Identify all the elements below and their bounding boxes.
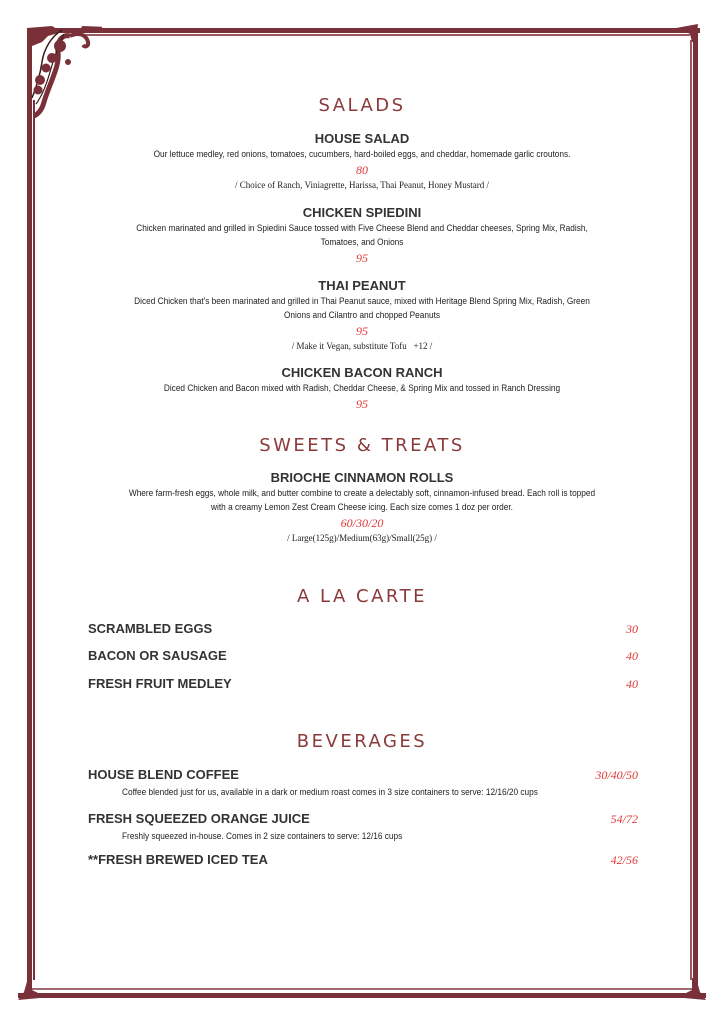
- item-name: CHICKEN BACON RANCH: [281, 365, 443, 380]
- item-description: Our lettuce medley, red onions, tomatoes, cucumbers, hard-boiled eggs, and cheddar, homemade garlic croutons.: [153, 149, 571, 159]
- frame-border-bottom: [18, 993, 706, 998]
- item-name: SCRAMBLED EGGS: [88, 621, 213, 636]
- frame-corner-top-right-icon: [676, 22, 700, 42]
- menu-item-chicken-spiedini: [100, 205, 624, 266]
- item-price: 95: [356, 397, 368, 411]
- menu-item-fresh-squeezed-orange-juice: [88, 810, 638, 828]
- item-price: 30: [626, 622, 638, 636]
- frame-border-right: [693, 28, 698, 998]
- frame-border-top-inner: [70, 34, 690, 36]
- menu-item-house-salad: [100, 131, 624, 192]
- item-note: / Large(125g)/Medium(63g)/Small(25g) /: [287, 533, 437, 543]
- item-name: HOUSE SALAD: [314, 131, 410, 146]
- frame-corner-bottom-left-icon: [16, 978, 40, 1000]
- frame-border-left: [27, 40, 32, 990]
- item-price: 40: [626, 649, 638, 663]
- menu-item-chicken-bacon-ranch: [100, 365, 624, 412]
- item-price: 40: [626, 677, 638, 691]
- item-price: 42/56: [610, 853, 638, 867]
- section-title-sweets: SWEETS & TREATS: [259, 435, 465, 456]
- item-description-house-blend-coffee: Coffee blended just for us, available in a dark or medium roast comes in 3 size containers to serve: 12/16/20 cups: [122, 787, 538, 797]
- item-description: Chicken marinated and grilled in Spiedini Sauce tossed with Five Cheese Blend and Cheddar cheeses, Spring Mix, Radish, Tomatoes, and Onions: [136, 223, 588, 247]
- item-price: 60/30/20: [340, 516, 384, 530]
- item-note: / Make it Vegan, substitute Tofu +12 /: [291, 341, 433, 351]
- item-price: 54/72: [610, 812, 638, 826]
- item-note: / Choice of Ranch, Viniagrette, Harissa, Thai Peanut, Honey Mustard /: [234, 180, 490, 190]
- section-title-beverages: BEVERAGES: [296, 731, 428, 752]
- menu-item-scrambled-eggs: [88, 620, 638, 638]
- item-name: FRESH SQUEEZED ORANGE JUICE: [88, 811, 310, 826]
- menu-item-brioche-cinnamon-rolls: [100, 470, 624, 545]
- frame-corner-bottom-right-icon: [684, 978, 708, 1000]
- item-description-orange-juice: Freshly squeezed in-house. Comes in 2 size containers to serve: 12/16 cups: [122, 831, 403, 841]
- frame-border-left-inner: [33, 100, 35, 980]
- item-name: CHICKEN SPIEDINI: [302, 205, 422, 220]
- frame-border-bottom-inner: [32, 988, 692, 990]
- item-price: 80: [356, 163, 368, 177]
- section-title-salads: SALADS: [318, 95, 406, 116]
- item-name: THAI PEANUT: [318, 278, 406, 293]
- menu-item-fresh-brewed-iced-tea: [88, 851, 638, 869]
- section-title-a-la-carte: A LA CARTE: [297, 586, 427, 607]
- item-name: BACON OR SAUSAGE: [88, 648, 227, 663]
- item-name: **FRESH BREWED ICED TEA: [88, 852, 268, 867]
- item-name: HOUSE BLEND COFFEE: [88, 767, 239, 782]
- item-name: FRESH FRUIT MEDLEY: [88, 676, 232, 691]
- item-name: BRIOCHE CINNAMON ROLLS: [270, 470, 454, 485]
- frame-border-right-inner: [690, 40, 692, 980]
- frame-border-top: [30, 28, 700, 33]
- menu-item-thai-peanut: [100, 278, 624, 353]
- item-description: Diced Chicken that's been marinated and grilled in Thai Peanut sauce, mixed with Heritage Blend Spring Mix, Radish, Green Onions and Cilantro and chopped Peanuts: [134, 296, 590, 320]
- item-description: Where farm-fresh eggs, whole milk, and butter combine to create a delectably soft, cinnamon-infused bread. Each roll is topped with a creamy Lemon Zest Cream Cheese icing. Each size comes 1 doz per order.: [128, 488, 596, 512]
- item-description: Diced Chicken and Bacon mixed with Radish, Cheddar Cheese, & Spring Mix and tossed in Ranch Dressing: [163, 383, 561, 393]
- menu-item-house-blend-coffee: [88, 766, 638, 784]
- item-price: 30/40/50: [595, 768, 638, 782]
- item-price: 95: [356, 251, 368, 265]
- item-price: 95: [356, 324, 368, 338]
- menu-item-bacon-or-sausage: [88, 647, 638, 665]
- menu-item-fresh-fruit-medley: [88, 675, 638, 693]
